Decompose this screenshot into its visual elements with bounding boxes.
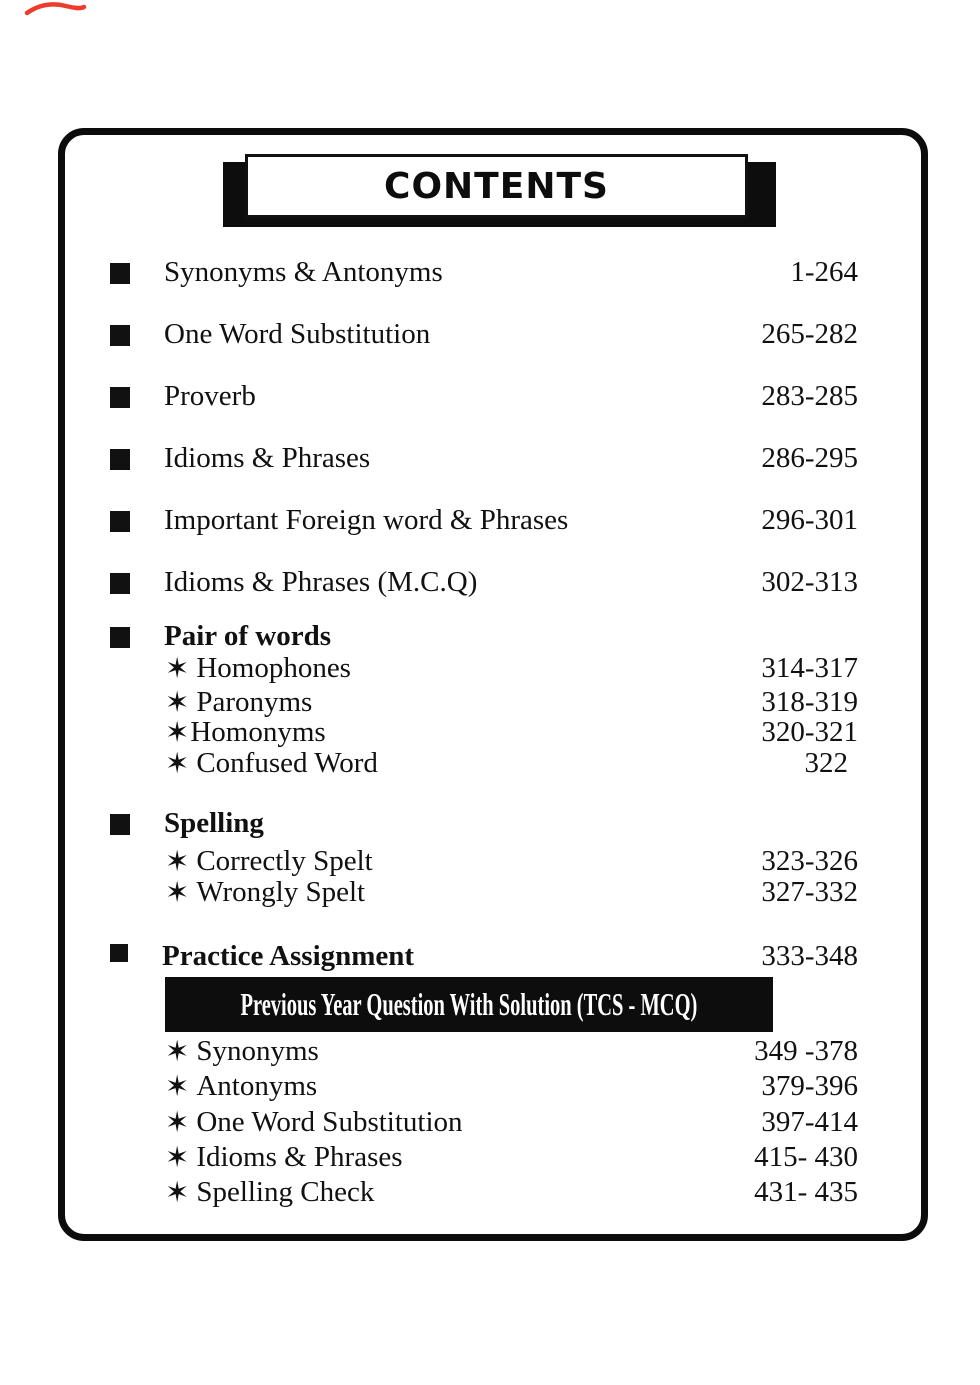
toc-section-label: Practice Assignment	[162, 940, 415, 972]
toc-subrow	[165, 1139, 858, 1175]
square-bullet-icon	[110, 627, 130, 648]
toc-item-label: Paronyms	[196, 686, 313, 718]
toc-item-label: Antonyms	[196, 1070, 318, 1102]
toc-item-pages: 265-282	[761, 318, 858, 350]
toc-subrow	[165, 745, 858, 781]
toc-item-label: Homonyms	[190, 716, 326, 748]
toc-item-label: Idioms & Phrases	[196, 1141, 403, 1173]
toc-item-pages: 302-313	[761, 566, 858, 598]
square-bullet-icon	[110, 511, 130, 532]
toc-item-label: Wrongly Spelt	[196, 876, 366, 908]
toc-row	[110, 254, 858, 290]
toc-item-label: Homophones	[196, 652, 351, 684]
toc-subrow	[165, 1174, 858, 1210]
previous-year-banner	[165, 977, 773, 1032]
star-bullet-icon: ✶	[165, 1034, 190, 1068]
toc-item-label: Synonyms	[196, 1035, 319, 1067]
toc-item-label: Idioms & Phrases	[164, 442, 371, 474]
contents-body	[65, 135, 921, 1234]
toc-item-pages: 431- 435	[754, 1176, 858, 1208]
star-bullet-icon: ✶	[165, 1105, 190, 1139]
toc-item-label: Idioms & Phrases (M.C.Q)	[164, 566, 478, 598]
star-bullet-icon: ✶	[165, 651, 190, 685]
toc-section-label: Pair of words	[164, 620, 332, 652]
star-bullet-icon: ✶	[165, 1175, 190, 1209]
toc-item-pages: 286-295	[761, 442, 858, 474]
toc-item-label: One Word Substitution	[164, 318, 431, 350]
square-bullet-icon	[110, 814, 130, 835]
toc-item-pages: 322	[804, 747, 848, 779]
toc-item-pages: 397-414	[761, 1106, 858, 1138]
contents-border-box	[58, 128, 928, 1241]
toc-item-pages: 379-396	[761, 1070, 858, 1102]
toc-row	[110, 440, 858, 476]
toc-section-label: Spelling	[164, 807, 264, 839]
title-plate	[245, 154, 748, 218]
square-bullet-icon	[110, 387, 130, 408]
toc-item-pages: 296-301	[761, 504, 858, 536]
toc-row	[110, 316, 858, 352]
star-bullet-icon: ✶	[165, 844, 190, 878]
star-bullet-icon: ✶	[165, 685, 190, 719]
star-bullet-icon: ✶	[165, 1140, 190, 1174]
toc-subrow	[165, 874, 858, 910]
star-bullet-icon: ✶	[165, 1069, 190, 1103]
square-bullet-icon	[110, 944, 128, 962]
square-bullet-icon	[110, 573, 130, 594]
star-bullet-icon: ✶	[165, 875, 190, 909]
toc-item-pages: 320-321	[761, 716, 858, 748]
star-bullet-icon: ✶	[165, 746, 190, 780]
toc-subrow	[165, 1033, 858, 1069]
toc-section-row	[110, 618, 858, 654]
toc-item-pages: 1-264	[790, 256, 858, 288]
toc-subrow	[165, 650, 858, 686]
toc-item-pages: 283-285	[761, 380, 858, 412]
toc-section-row	[110, 938, 858, 974]
toc-subrow	[165, 1104, 858, 1140]
toc-item-pages: 314-317	[761, 652, 858, 684]
toc-item-label: One Word Substitution	[196, 1106, 463, 1138]
toc-item-pages: 349 -378	[754, 1035, 858, 1067]
page-title: CONTENTS	[384, 165, 609, 207]
toc-row	[110, 564, 858, 600]
toc-subrow	[165, 1068, 858, 1104]
toc-item-pages: 318-319	[761, 686, 858, 718]
toc-item-label: Spelling Check	[196, 1176, 375, 1208]
toc-item-label: Correctly Spelt	[196, 845, 373, 877]
toc-item-pages: 323-326	[761, 845, 858, 877]
toc-section-row	[110, 805, 858, 841]
toc-item-pages: 327-332	[761, 876, 858, 908]
square-bullet-icon	[110, 449, 130, 470]
previous-year-banner-label: Previous Year Question With Solution (TCS - MCQ)	[240, 986, 698, 1022]
square-bullet-icon	[110, 263, 130, 284]
toc-item-label: Confused Word	[196, 747, 378, 779]
toc-row	[110, 502, 858, 538]
toc-item-pages: 415- 430	[754, 1141, 858, 1173]
square-bullet-icon	[110, 325, 130, 346]
toc-item-label: Important Foreign word & Phrases	[164, 504, 569, 536]
star-bullet-icon: ✶	[165, 715, 190, 749]
toc-item-pages: 333-348	[761, 940, 858, 972]
toc-row	[110, 378, 858, 414]
toc-item-label: Proverb	[164, 380, 256, 412]
red-pen-mark	[24, 0, 88, 18]
toc-item-label: Synonyms & Antonyms	[164, 256, 443, 288]
